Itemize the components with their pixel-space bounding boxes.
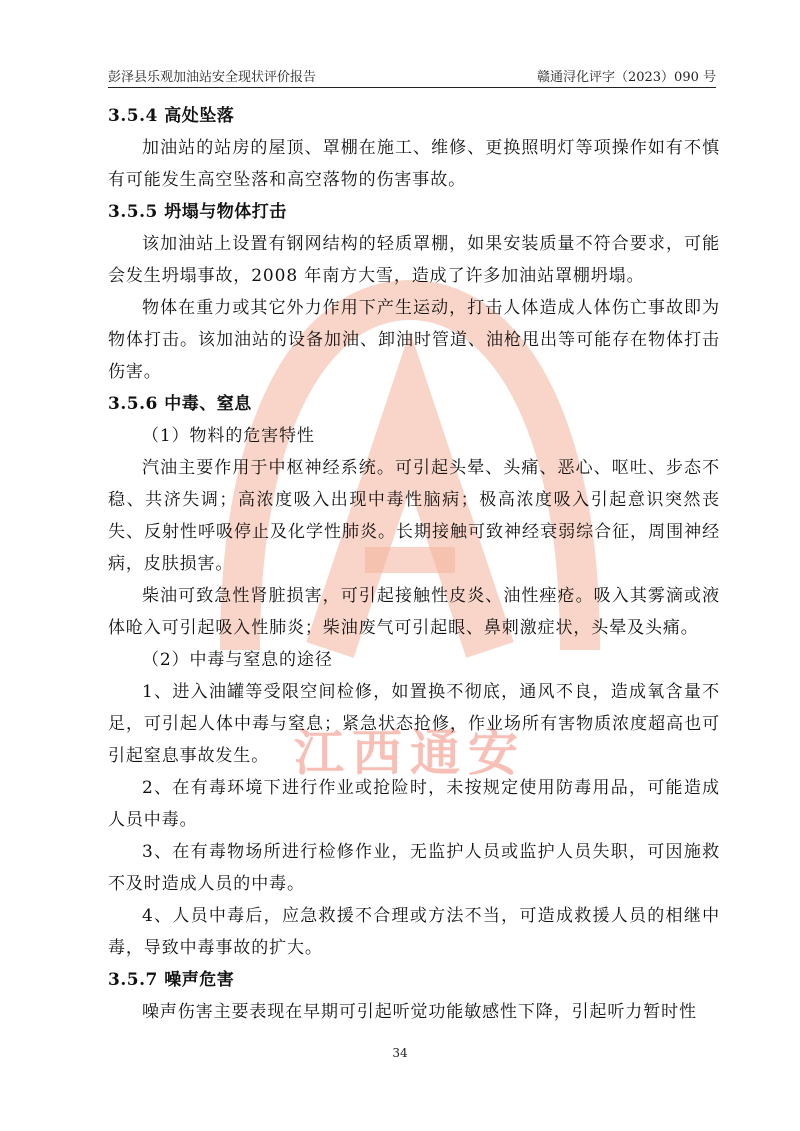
document-number: 赣通浔化评字（2023）090 号 [536, 70, 716, 85]
watermark-text: 江西通安 [294, 724, 526, 782]
paragraph: 物体在重力或其它外力作用下产生运动，打击人体造成人体伤亡事故即为物体打击。该加油站的设备加油、卸油时管道、油枪甩出等可能存在物体打击伤害。 [108, 298, 720, 382]
list-item: 1、进入油罐等受限空间检修，如置换不彻底，通风不良，造成氧含量不足，可引起人体中毒与窒息；紧急状态抢修，作业场所有害物质浓度超高也可引起窒息事故发生。 [108, 682, 720, 766]
subheading: （1）物料的危害特性 [142, 426, 315, 446]
page-number: 34 [392, 1046, 408, 1060]
subheading: （2）中毒与窒息的途径 [142, 650, 333, 670]
paragraph: 该加油站上设置有钢网结构的轻质罩棚，如果安装质量不符合要求，可能会发生坍塌事故，2008 年南方大雪，造成了许多加油站罩棚坍塌。 [108, 234, 720, 286]
list-item: 4、人员中毒后，应急救援不合理或方法不当，可造成救援人员的相继中毒，导致中毒事故的扩大。 [108, 906, 720, 958]
header-divider [108, 87, 716, 88]
section-heading-3-5-4: 3.5.4 高处坠落 [108, 106, 235, 126]
section-heading-3-5-7: 3.5.7 噪声危害 [108, 970, 235, 990]
paragraph: 噪声伤害主要表现在早期可引起听觉功能敏感性下降，引起听力暂时性 [142, 1002, 697, 1022]
document-body [108, 100, 720, 1028]
section-heading-3-5-5: 3.5.5 坍塌与物体打击 [108, 202, 287, 222]
section-heading-3-5-6: 3.5.6 中毒、窒息 [108, 394, 252, 414]
paragraph: 汽油主要作用于中枢神经系统。可引起头晕、头痛、恶心、呕吐、步态不稳、共济失调；高浓度吸入出现中毒性脑病；极高浓度吸入引起意识突然丧失、反射性呼吸停止及化学性肺炎。长期接触可致神经衰弱综合征，周围神经病，皮肤损害。 [108, 458, 720, 574]
paragraph: 加油站的站房的屋顶、罩棚在施工、维修、更换照明灯等项操作如有不慎有可能发生高空坠落和高空落物的伤害事故。 [108, 138, 720, 190]
list-item: 2、在有毒环境下进行作业或抢险时，未按规定使用防毒用品，可能造成人员中毒。 [108, 778, 720, 830]
paragraph: 柴油可致急性肾脏损害，可引起接触性皮炎、油性痤疮。吸入其雾滴或液体呛入可引起吸入性肺炎；柴油废气可引起眼、鼻刺激症状，头晕及头痛。 [108, 586, 720, 638]
report-title: 彭泽县乐观加油站安全现状评价报告 [108, 70, 317, 85]
page-header [108, 66, 716, 86]
list-item: 3、在有毒物场所进行检修作业，无监护人员或监护人员失职，可因施救不及时造成人员的中毒。 [108, 842, 720, 894]
